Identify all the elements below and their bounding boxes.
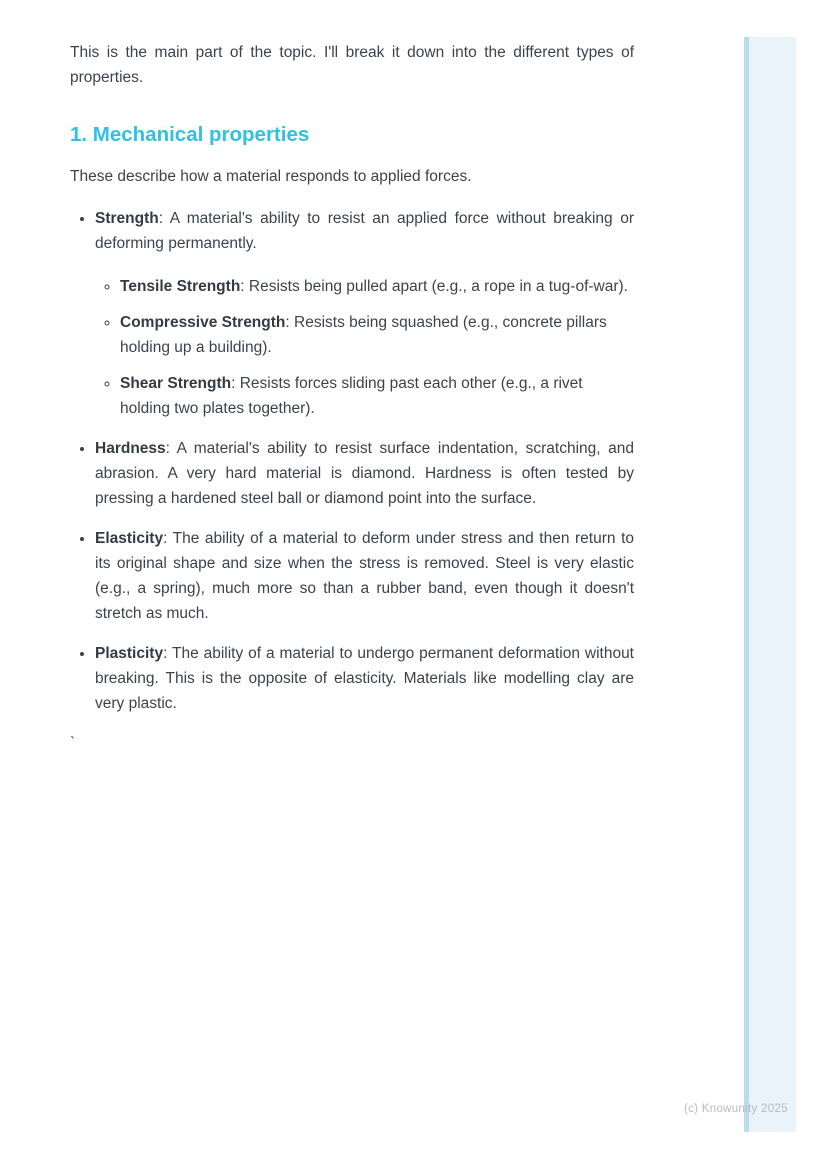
definition-compressive-strength: : Resists being squashed (e.g., concrete pillars holding up a building). xyxy=(120,314,607,356)
tensile-strength-text xyxy=(120,274,634,299)
page-content xyxy=(70,0,634,756)
term-plasticity: Plasticity xyxy=(95,645,164,662)
intro-paragraph: This is the main part of the topic. I'll break it down into the different types of properties. xyxy=(70,44,634,86)
list-item-elasticity xyxy=(95,526,634,626)
compressive-strength-text xyxy=(120,310,634,360)
sublist-item-compressive-strength xyxy=(120,310,634,360)
list-item-plasticity xyxy=(95,641,634,716)
plasticity-text xyxy=(95,641,634,716)
section-description: These describe how a material responds to applied forces. xyxy=(70,168,472,185)
definition-elasticity: : The ability of a material to deform under stress and then return to its original shape and size when the stress is removed. Steel is very elastic (e.g., a spring), much more so than a rubber band, even though it doesn't stretch as much. xyxy=(95,530,634,622)
strength-sublist xyxy=(95,274,634,421)
hardness-text xyxy=(95,436,634,511)
strength-text xyxy=(95,206,634,256)
term-hardness: Hardness xyxy=(95,440,166,457)
sublist-item-tensile-strength xyxy=(120,274,634,299)
term-shear-strength: Shear Strength xyxy=(120,375,232,392)
term-elasticity: Elasticity xyxy=(95,530,164,547)
term-strength: Strength xyxy=(95,210,159,227)
definition-strength: : A material's ability to resist an applied force without breaking or deforming permanently. xyxy=(95,210,634,252)
list-item-hardness xyxy=(95,436,634,511)
sublist-item-shear-strength xyxy=(120,371,634,421)
section-heading: 1. Mechanical properties xyxy=(70,123,310,146)
shear-strength-text xyxy=(120,371,634,421)
page-margin-stripe xyxy=(744,37,796,1132)
definition-plasticity: : The ability of a material to undergo permanent deformation without breaking. This is the opposite of elasticity. Materials like modelling clay are very plastic. xyxy=(95,645,634,712)
properties-list xyxy=(70,206,634,716)
term-compressive-strength: Compressive Strength xyxy=(120,314,286,331)
stray-backtick-character: ` xyxy=(70,735,76,752)
definition-shear-strength: : Resists forces sliding past each other (e.g., a rivet holding two plates together). xyxy=(120,375,583,417)
definition-hardness: : A material's ability to resist surface indentation, scratching, and abrasion. A very hard material is diamond. Hardness is often tested by pressing a hardened steel ball or diamond point into the surface. xyxy=(95,440,634,507)
watermark: (c) Knowunity 2025 xyxy=(684,1103,788,1115)
elasticity-text xyxy=(95,526,634,626)
term-tensile-strength: Tensile Strength xyxy=(120,278,241,295)
list-item-strength xyxy=(95,206,634,421)
definition-tensile-strength: : Resists being pulled apart (e.g., a rope in a tug-of-war). xyxy=(240,278,628,295)
